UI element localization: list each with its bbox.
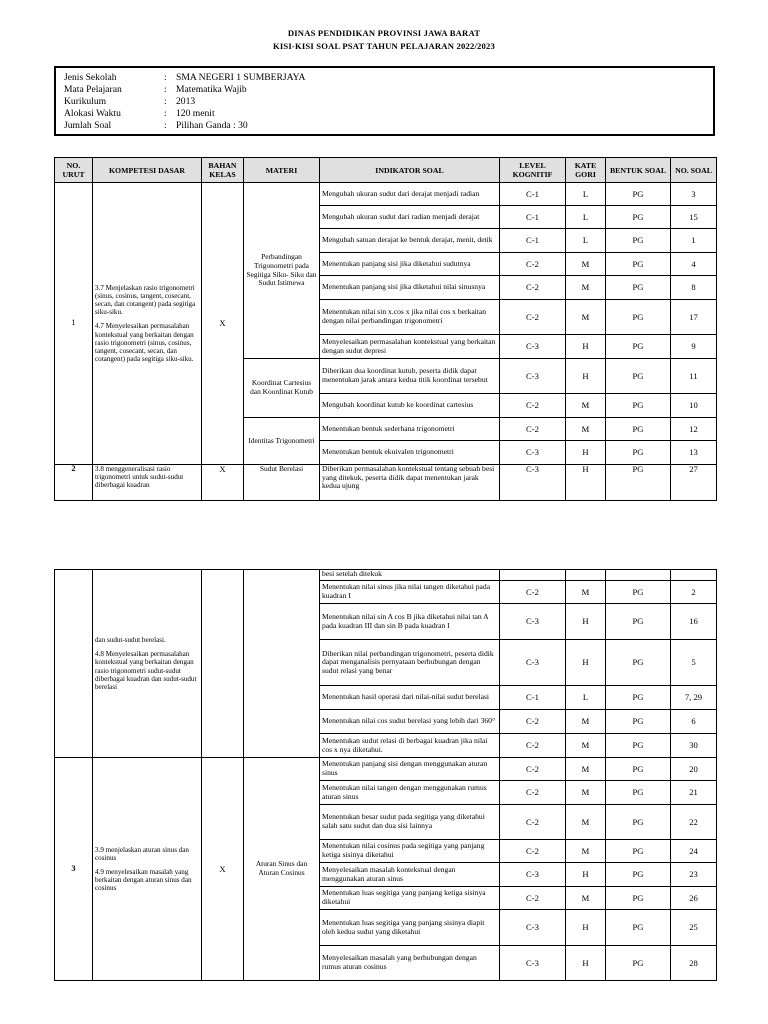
level-cell: C-2 xyxy=(500,253,566,276)
indikator-cell: Menentukan nilai cos sudut berelasi yang lebih dari 360° xyxy=(320,710,500,734)
kategori-cell: M xyxy=(566,253,606,276)
nosoal-cell: 26 xyxy=(671,887,717,910)
level-cell: C-1 xyxy=(500,206,566,229)
bentuk-cell: PG xyxy=(606,604,671,640)
nosoal-cell: 5 xyxy=(671,640,717,686)
kd-text: dan sudut-sudut berelasi. xyxy=(95,636,166,645)
indikator-cell: Menentukan luas segitiga yang panjang ketiga sisinya diketahui xyxy=(320,887,500,910)
kelas-cell: X xyxy=(202,758,244,981)
indikator-cell: Menentukan nilai sinus jika nilai tangen diketahui pada kuadran I xyxy=(320,581,500,604)
bentuk-cell: PG xyxy=(606,710,671,734)
bentuk-cell: PG xyxy=(606,276,671,300)
bentuk-cell: PG xyxy=(606,840,671,863)
level-cell: C-1 xyxy=(500,183,566,206)
kisi-kisi-table-part-2 xyxy=(54,569,717,981)
nosoal-cell: 11 xyxy=(671,359,717,394)
info-row: Kurikulum : 2013 xyxy=(64,96,196,107)
level-cell: C-3 xyxy=(500,604,566,640)
bentuk-cell: PG xyxy=(606,863,671,887)
info-row: Jumlah Soal : Pilihan Ganda : 30 xyxy=(64,120,248,131)
col-header-materi: MATERI xyxy=(244,158,320,183)
kelas-cell: X xyxy=(202,465,244,501)
kd-text: 4.7 Menyelesaikan permasalahan kontekstual yang berkaitan dengan rasio trigonometri (sinus, cosinus, tangent, cosecant, secan, dan cotangent) pada segitiga siku-siku. xyxy=(95,322,194,363)
nosoal-cell: 28 xyxy=(671,946,717,981)
nosoal-cell: 15 xyxy=(671,206,717,229)
indikator-cell: Menentukan hasil operasi dari nilai-nilai sudut berelasi xyxy=(320,686,500,710)
col-header-kd: KOMPETESI DASAR xyxy=(93,158,202,183)
materi-cell: Perbandingan Trigonometri pada Segitiga Siku- Siku dan Sudut Istimewa xyxy=(244,183,320,359)
nosoal-cell: 8 xyxy=(671,276,717,300)
bentuk-cell: PG xyxy=(606,418,671,441)
kategori-cell: H xyxy=(566,359,606,394)
kompetensi-dasar xyxy=(93,758,202,981)
nosoal-cell: 7, 29 xyxy=(671,686,717,710)
bentuk-cell: PG xyxy=(606,253,671,276)
info-row: Jenis Sekolah : SMA NEGERI 1 SUMBERJAYA xyxy=(64,72,306,83)
level-cell: C-2 xyxy=(500,887,566,910)
nosoal-cell: 10 xyxy=(671,394,717,418)
nosoal-cell: 17 xyxy=(671,300,717,335)
bentuk-cell: PG xyxy=(606,805,671,840)
kategori-cell: L xyxy=(566,229,606,253)
bentuk-cell: PG xyxy=(606,640,671,686)
bentuk-cell: PG xyxy=(606,781,671,805)
kategori-cell: H xyxy=(566,465,606,501)
bentuk-cell: PG xyxy=(606,758,671,781)
level-cell: C-3 xyxy=(500,441,566,465)
bentuk-cell xyxy=(606,570,671,581)
kategori-cell: H xyxy=(566,910,606,946)
indikator-cell: Menentukan bentuk ekuivalen trigonometri xyxy=(320,441,500,465)
kategori-cell: H xyxy=(566,640,606,686)
indikator-cell: Mengubah ukuran sudut dari radian menjadi derajat xyxy=(320,206,500,229)
kategori-cell: M xyxy=(566,581,606,604)
indikator-cell: Menentukan besar sudut pada segitiga yang diketahui salah satu sudut dan dua sisi lainnya xyxy=(320,805,500,840)
nosoal-cell: 27 xyxy=(671,465,717,501)
bentuk-cell: PG xyxy=(606,394,671,418)
indikator-cell: Menentukan panjang sisi jika diketahui sudutnya xyxy=(320,253,500,276)
indikator-cell: Menentukan nilai cosinus pada segitiga yang panjang ketiga sisinya diketahui xyxy=(320,840,500,863)
kd-text: 3.7 Menjelaskan rasio trigonometri (sinus, cosinus, tangent, cosecant, secan, dan cotangent) pada segitiga siku-siku. xyxy=(95,284,196,317)
level-cell: C-2 xyxy=(500,710,566,734)
col-header-bentuk: BENTUK SOAL xyxy=(606,158,671,183)
indikator-cell: besi setelah ditekuk xyxy=(320,570,500,581)
bentuk-cell: PG xyxy=(606,887,671,910)
nosoal-cell: 16 xyxy=(671,604,717,640)
kategori-cell: H xyxy=(566,604,606,640)
info-label: Jenis Sekolah xyxy=(64,72,117,83)
level-cell: C-3 xyxy=(500,946,566,981)
nosoal-cell: 25 xyxy=(671,910,717,946)
info-value: 2013 xyxy=(176,96,196,107)
kelas-cell: X xyxy=(202,183,244,465)
group-number: 1 xyxy=(55,183,93,465)
kategori-cell: H xyxy=(566,863,606,887)
level-cell: C-2 xyxy=(500,418,566,441)
kompetensi-dasar: 3.8 menggeneralisasi rasio trigonometri untuk sudut-sudut diberbagai kuadran xyxy=(93,465,202,501)
table-row xyxy=(55,570,717,581)
kategori-cell: M xyxy=(566,758,606,781)
info-value: Matematika Wajib xyxy=(176,84,247,95)
info-label: Alokasi Waktu xyxy=(64,108,121,119)
col-header-kelas: BAHAN KELAS xyxy=(202,158,244,183)
nosoal-cell: 21 xyxy=(671,781,717,805)
indikator-cell: Menentukan nilai tangen dengan menggunakan rumus aturan sinus xyxy=(320,781,500,805)
kd-text: 4.9 menyelesaikan masalah yang berkaitan dengan aturan sinus dan cosinus xyxy=(95,867,192,893)
school-info-box xyxy=(54,66,715,136)
nosoal-cell: 3 xyxy=(671,183,717,206)
materi-cell: Sudut Berelasi xyxy=(244,465,320,501)
level-cell: C-2 xyxy=(500,758,566,781)
kategori-cell: H xyxy=(566,441,606,465)
level-cell: C-2 xyxy=(500,840,566,863)
col-header-kategori: KATE GORI xyxy=(566,158,606,183)
kategori-cell: M xyxy=(566,805,606,840)
indikator-cell: Menentukan panjang sisi jika diketahui nilai sinusnya xyxy=(320,276,500,300)
nosoal-cell: 1 xyxy=(671,229,717,253)
kategori-cell: L xyxy=(566,206,606,229)
level-cell: C-3 xyxy=(500,465,566,501)
indikator-cell: Menyelesaikan masalah kontekstual dengan menggunakan aturan sinus xyxy=(320,863,500,887)
group-number: 3 xyxy=(55,758,93,981)
bentuk-cell: PG xyxy=(606,465,671,501)
indikator-cell: Menyelesaikan masalah yang berhubungan dengan rumus aturan cosinus xyxy=(320,946,500,981)
info-label: Kurikulum xyxy=(64,96,107,107)
kategori-cell: M xyxy=(566,276,606,300)
level-cell: C-2 xyxy=(500,394,566,418)
nosoal-cell: 9 xyxy=(671,335,717,359)
nosoal-cell: 4 xyxy=(671,253,717,276)
indikator-cell: Mengubah ukuran sudut dari derajat menjadi radian xyxy=(320,183,500,206)
bentuk-cell: PG xyxy=(606,335,671,359)
table-row xyxy=(55,183,717,206)
bentuk-cell: PG xyxy=(606,734,671,758)
nosoal-cell: 20 xyxy=(671,758,717,781)
col-header-indikator: INDIKATOR SOAL xyxy=(320,158,500,183)
indikator-cell: Menentukan sudut relasi di berbagai kuadran jika nilai cos x nya diketahui. xyxy=(320,734,500,758)
level-cell: C-3 xyxy=(500,335,566,359)
kategori-cell: H xyxy=(566,946,606,981)
materi-cell: Koordinat Cartesius dan Koordinat Kutub xyxy=(244,359,320,418)
bentuk-cell: PG xyxy=(606,206,671,229)
col-header-level: LEVEL KOGNITIF xyxy=(500,158,566,183)
bentuk-cell: PG xyxy=(606,581,671,604)
bentuk-cell: PG xyxy=(606,300,671,335)
kd-text: 4.8 Menyelesaikan permasalahan kontekstual yang berkaitan dengan rasio trigonometri sudut-sudut diberbagai kuadran dan sudut-sudut berelasi xyxy=(95,650,197,691)
kisi-kisi-table-part-1 xyxy=(54,157,717,501)
info-value: Pilihan Ganda : 30 xyxy=(176,120,248,131)
info-value: 120 menit xyxy=(176,108,215,119)
level-cell xyxy=(500,570,566,581)
nosoal-cell: 2 xyxy=(671,581,717,604)
bentuk-cell: PG xyxy=(606,946,671,981)
level-cell: C-1 xyxy=(500,686,566,710)
level-cell: C-2 xyxy=(500,300,566,335)
level-cell: C-1 xyxy=(500,229,566,253)
indikator-cell: Menentukan luas segitiga yang panjang sisinya diapit oleh kedua sudut yang diketahui xyxy=(320,910,500,946)
level-cell: C-3 xyxy=(500,359,566,394)
table-row xyxy=(55,758,717,781)
group-number: 2 xyxy=(55,465,93,501)
nosoal-cell xyxy=(671,570,717,581)
materi-cell xyxy=(244,570,320,758)
bentuk-cell: PG xyxy=(606,229,671,253)
kategori-cell: M xyxy=(566,887,606,910)
level-cell: C-2 xyxy=(500,276,566,300)
level-cell: C-3 xyxy=(500,863,566,887)
info-row: Alokasi Waktu : 120 menit xyxy=(64,108,215,119)
nosoal-cell: 24 xyxy=(671,840,717,863)
bentuk-cell: PG xyxy=(606,183,671,206)
materi-cell: Aturan Sinus dan Aturan Cosinus xyxy=(244,758,320,981)
nosoal-cell: 12 xyxy=(671,418,717,441)
kategori-cell: M xyxy=(566,781,606,805)
kategori-cell: M xyxy=(566,418,606,441)
level-cell: C-2 xyxy=(500,781,566,805)
bentuk-cell: PG xyxy=(606,441,671,465)
kompetensi-dasar xyxy=(93,183,202,465)
nosoal-cell: 30 xyxy=(671,734,717,758)
nosoal-cell: 23 xyxy=(671,863,717,887)
info-label: Mata Pelajaran xyxy=(64,84,122,95)
level-cell: C-2 xyxy=(500,734,566,758)
kategori-cell: M xyxy=(566,394,606,418)
bentuk-cell: PG xyxy=(606,686,671,710)
group-number xyxy=(55,570,93,758)
info-value: SMA NEGERI 1 SUMBERJAYA xyxy=(176,72,306,83)
col-header-nosoal: NO. SOAL xyxy=(671,158,717,183)
kompetensi-dasar xyxy=(93,570,202,758)
nosoal-cell: 22 xyxy=(671,805,717,840)
kategori-cell: L xyxy=(566,686,606,710)
kategori-cell: H xyxy=(566,335,606,359)
info-row: Mata Pelajaran : Matematika Wajib xyxy=(64,84,247,95)
indikator-cell: Diberikan dua koordinat kutub, peserta didik dapat menentukan jarak antara kedua titik koordinat tersebut xyxy=(320,359,500,394)
indikator-cell: Mengubah koordinat kutub ke koordinat cartesius xyxy=(320,394,500,418)
level-cell: C-2 xyxy=(500,805,566,840)
kategori-cell xyxy=(566,570,606,581)
kd-text: 3.9 menjelaskan aturan sinus dan cosinus xyxy=(95,845,189,862)
table-row xyxy=(55,465,717,501)
col-header-no: NO. URUT xyxy=(55,158,93,183)
level-cell: C-3 xyxy=(500,640,566,686)
level-cell: C-2 xyxy=(500,581,566,604)
kategori-cell: M xyxy=(566,840,606,863)
kelas-cell xyxy=(202,570,244,758)
indikator-cell: Diberikan permasalahan kontekstual tentang sebuah besi yang ditekuk, peserta didik dapat menentukan jarak kedua ujung xyxy=(320,465,500,501)
nosoal-cell: 13 xyxy=(671,441,717,465)
bentuk-cell: PG xyxy=(606,910,671,946)
indikator-cell: Menentukan nilai sin x.cos x jika nilai cos x berkaitan dengan nilai perbandingan trigonometri xyxy=(320,300,500,335)
level-cell: C-3 xyxy=(500,910,566,946)
kategori-cell: M xyxy=(566,300,606,335)
nosoal-cell: 6 xyxy=(671,710,717,734)
indikator-cell: Menyelesaikan permasalahan kontekstual yang berkaitan dengan sudut depresi xyxy=(320,335,500,359)
table-header-row xyxy=(55,158,717,183)
header-line-2: KISI-KISI SOAL PSAT TAHUN PELAJARAN 2022/2023 xyxy=(272,41,496,51)
header-line-1: DINAS PENDIDIKAN PROVINSI JAWA BARAT xyxy=(287,28,481,38)
bentuk-cell: PG xyxy=(606,359,671,394)
indikator-cell: Mengubah satuan derajat ke bentuk derajat, menit, detik xyxy=(320,229,500,253)
info-label: Jumlah Soal xyxy=(64,120,112,131)
kategori-cell: L xyxy=(566,183,606,206)
kategori-cell: M xyxy=(566,710,606,734)
indikator-cell: Menentukan nilai sin A cos B jika diketahui nilai tan A pada kuadran III dan sin B pada kuadran I xyxy=(320,604,500,640)
materi-cell: Identitas Trigonometri xyxy=(244,418,320,465)
indikator-cell: Menentukan bentuk sederhana trigonometri xyxy=(320,418,500,441)
indikator-cell: Diberikan nilai perbandingan trigonometri, peserta didik dapat menganalisis pernyataan berhubungan dengan sudut relasi yang benar xyxy=(320,640,500,686)
kategori-cell: M xyxy=(566,734,606,758)
indikator-cell: Menentukan panjang sisi dengan menggunakan aturan sinus xyxy=(320,758,500,781)
